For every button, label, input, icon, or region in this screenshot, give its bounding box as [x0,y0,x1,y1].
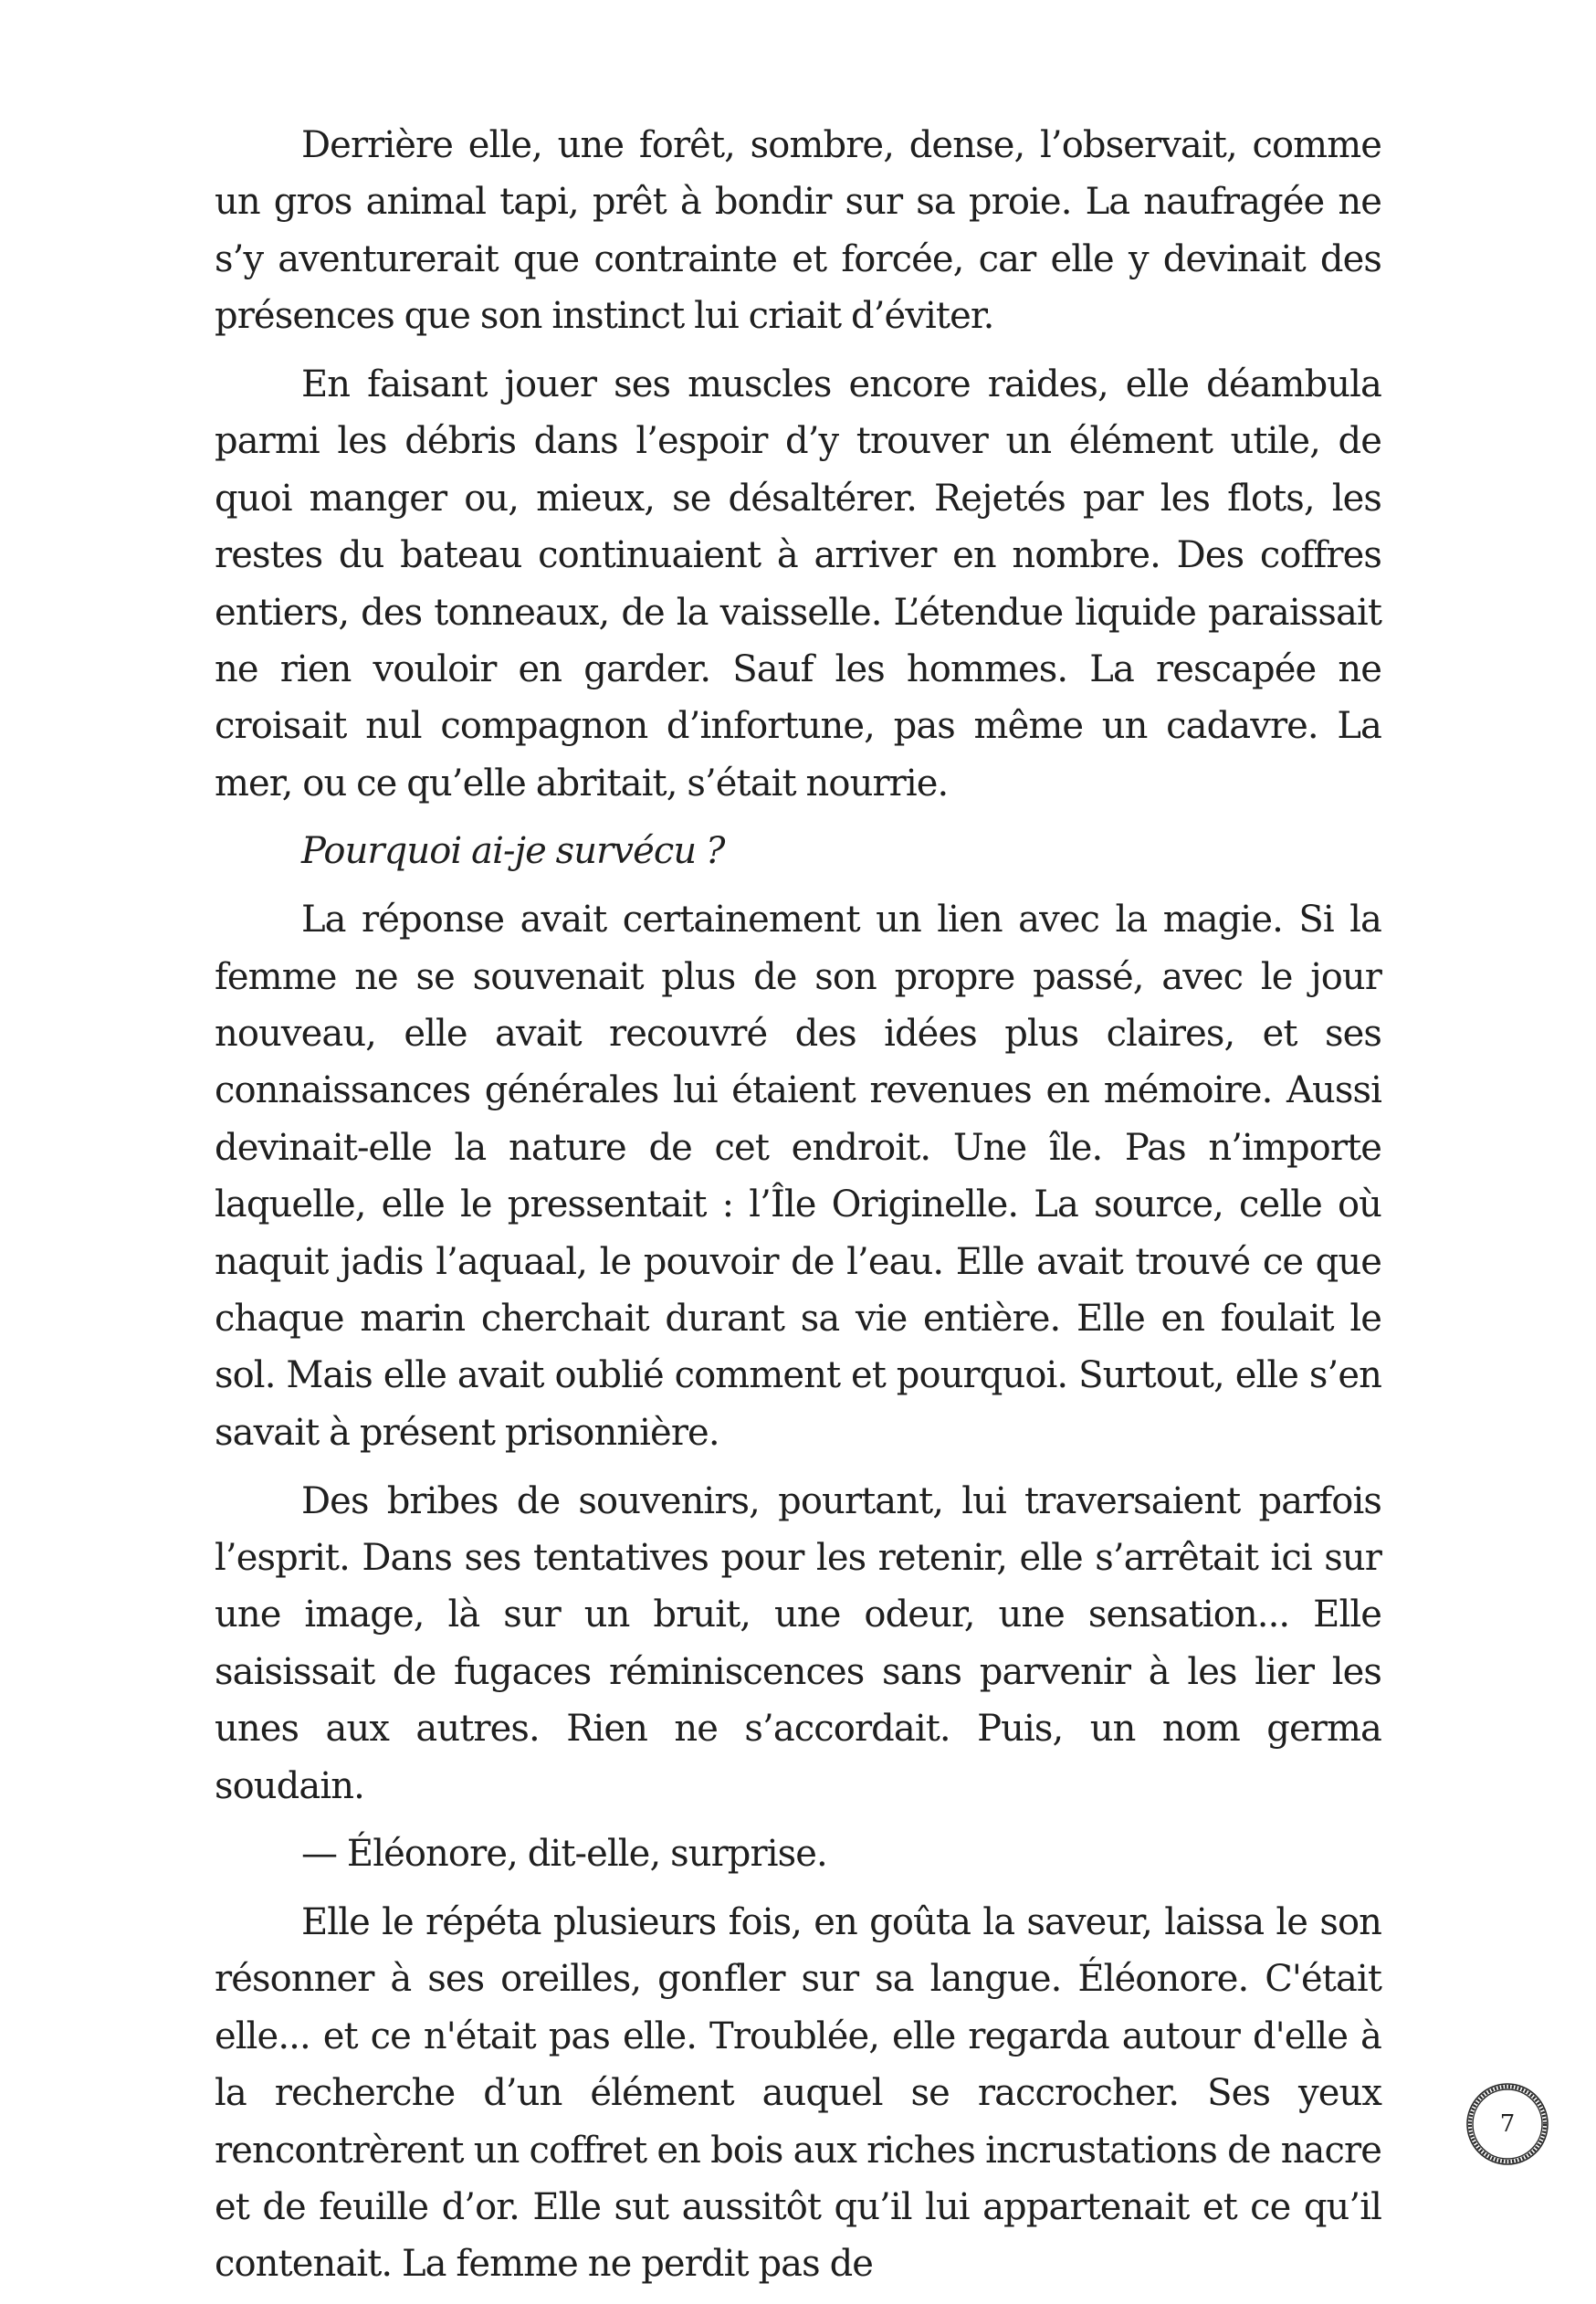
paragraph: Des bribes de souvenirs, pourtant, lui traversaient parfois l’esprit. Dans ses tentatives pour les retenir, elle s’arrêtait ici sur une image, là sur un bruit, une odeur, une sensation... Elle saisissait de fugaces réminiscences sans parvenir à les lier les unes aux autres. Rien ne s’accordait. Puis, un nom germa soudain. [215,1479,1381,1807]
paragraph: Elle le répéta plusieurs fois, en goûta la saveur, laissa le son résonner à ses oreilles, gonfler sur sa langue. Éléonore. C'était elle... et ce n'était pas elle. Troublée, elle regarda autour d'elle à la recherche d’un élément auquel se raccrocher. Ses yeux rencontrèrent un coffret en bois aux riches incrustations de nacre et de feuille d’or. Elle sut aussitôt qu’il lui appartenait et ce qu’il contenait. La femme ne perdit pas de [215,1900,1381,2286]
italic-thought: Pourquoi ai-je survécu ? [301,830,725,873]
body-text [215,117,1381,2304]
page-number: 7 [1499,2110,1516,2138]
paragraph: Derrière elle, une forêt, sombre, dense, l’observait, comme un gros animal tapi, prêt à bondir sur sa proie. La naufragée ne s’y aventurerait que contrainte et forcée, car elle y devinait des présences que son instinct lui criait d’éviter. [215,124,1381,338]
paragraph: La réponse avait certainement un lien avec la magie. Si la femme ne se souvenait plus de son propre passé, avec le jour nouveau, elle avait recouvré des idées plus claires, et ses connaissances générales lui étaient revenues en mémoire. Aussi devinait-elle la nature de cet endroit. Une île. Pas n’importe laquelle, elle le pressentait : l’Île Originelle. La source, celle où naquit jadis l’aquaal, le pouvoir de l’eau. Elle avait trouvé ce que chaque marin cherchait durant sa vie entière. Elle en foulait le sol. Mais elle avait oublié comment et pourquoi. Surtout, elle s’en savait à présent prisonnière. [215,899,1381,1454]
dialogue-line: — Éléonore, dit-elle, surprise. [301,1833,827,1876]
paragraph: En faisant jouer ses muscles encore raides, elle déambula parmi les débris dans l’espoir d’y trouver un élément utile, de quoi manger ou, mieux, se désaltérer. Rejetés par les flots, les restes du bateau continuaient à arriver en nombre. Des coffres entiers, des tonneaux, de la vaisselle. L’étendue liquide paraissait ne rien vouloir en garder. Sauf les hommes. La rescapée ne croisait nul compagnon d’infortune, pas même un cadavre. La mer, ou ce qu’elle abritait, s’était nourrie. [215,363,1381,805]
page-number-badge [1464,2080,1551,2168]
